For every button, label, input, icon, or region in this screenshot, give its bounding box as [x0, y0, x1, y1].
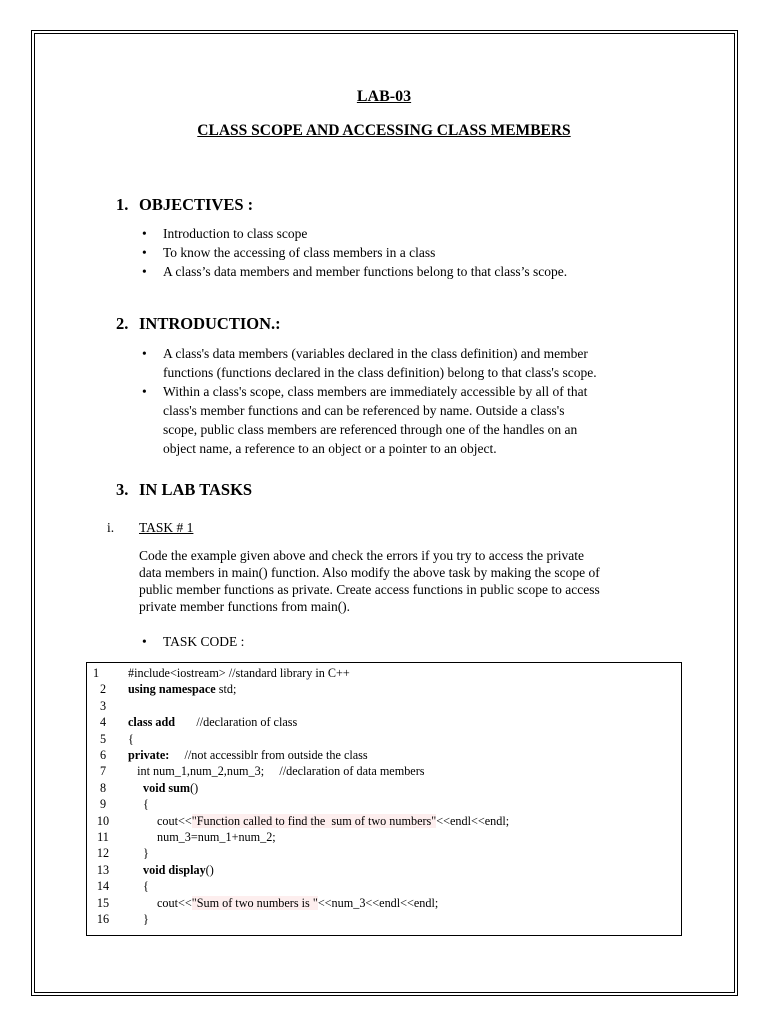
section-title: INTRODUCTION.:	[139, 314, 281, 333]
lab-number-heading: LAB-03	[356, 88, 412, 105]
code-line: 10 cout<<"Function called to find the sum of two numbers"<<endl<<endl;	[96, 813, 510, 828]
code-line: 6 private: //not accessiblr from outside the class	[99, 748, 368, 762]
introduction-heading	[116, 314, 281, 334]
code-line: 5 {	[99, 731, 134, 746]
section-number: 2.	[116, 314, 129, 333]
task-heading	[107, 520, 193, 536]
objectives-heading	[116, 195, 253, 215]
code-line: 9 {	[99, 797, 149, 812]
section-number: 1.	[116, 195, 129, 214]
section-number: 3.	[116, 480, 129, 499]
task-roman-number: i.	[107, 520, 115, 535]
list-item: • To know the accessing of class members in a class	[142, 245, 436, 260]
list-item	[140, 632, 244, 651]
in-lab-tasks-heading	[116, 480, 252, 500]
list-item: • A class's data members (variables declared in the class definition) and member functions (functions declared in the class definition) belong to that class's scope.	[142, 346, 597, 380]
bullet-icon: •	[142, 226, 147, 241]
bullet-icon: •	[142, 384, 147, 399]
task-title: TASK # 1	[139, 520, 194, 535]
task-code-list	[140, 632, 244, 651]
list-item: • A class’s data members and member functions belong to that class’s scope.	[142, 264, 568, 279]
code-line: 4 class add //declaration of class	[99, 715, 298, 730]
list-item: • Within a class's scope, class members are immediately accessible by all of that class's member functions and can be referenced by name. Outside a class's scope, public class members are referenced through one of the handles on an object name, a reference to an object or a pointer to an object.	[142, 384, 588, 456]
code-line: 14 {	[96, 879, 149, 894]
code-listing	[86, 662, 682, 936]
bullet-icon: •	[142, 634, 147, 649]
code-line: 12 }	[96, 846, 149, 861]
code-line: 3	[99, 698, 107, 713]
list-item: • Introduction to class scope	[142, 226, 308, 241]
code-line: 16 }	[96, 912, 149, 926]
document-title: CLASS SCOPE AND ACCESSING CLASS MEMBERS	[197, 122, 571, 139]
code-line: 2 using namespace std;	[99, 682, 237, 697]
objectives-list	[140, 224, 567, 281]
code-line: 11 num_3=num_1+num_2;	[97, 830, 276, 844]
code-line: 15 cout<<"Sum of two numbers is "<<num_3<<endl<<endl;	[96, 895, 439, 910]
task-code-label: TASK CODE :	[163, 634, 245, 649]
code-line: 13 void display()	[96, 862, 214, 877]
code-line: 7 int num_1,num_2,num_3; //declaration of data members	[99, 764, 425, 779]
code-line: 8 void sum()	[99, 780, 199, 795]
bullet-icon: •	[142, 346, 147, 361]
bullet-icon: •	[142, 245, 147, 260]
section-title: OBJECTIVES :	[139, 195, 254, 214]
bullet-icon: •	[142, 264, 147, 279]
section-title: IN LAB TASKS	[139, 480, 253, 499]
code-line: 1 #include<iostream> //standard library in C++	[93, 666, 350, 680]
task-description: Code the example given above and check the errors if you try to access the private data members in main() function. Also modify the above task by making the scope of public member functions as private. Create access functions in public scope to access private member functions from main().	[139, 548, 600, 614]
introduction-list	[140, 344, 597, 458]
